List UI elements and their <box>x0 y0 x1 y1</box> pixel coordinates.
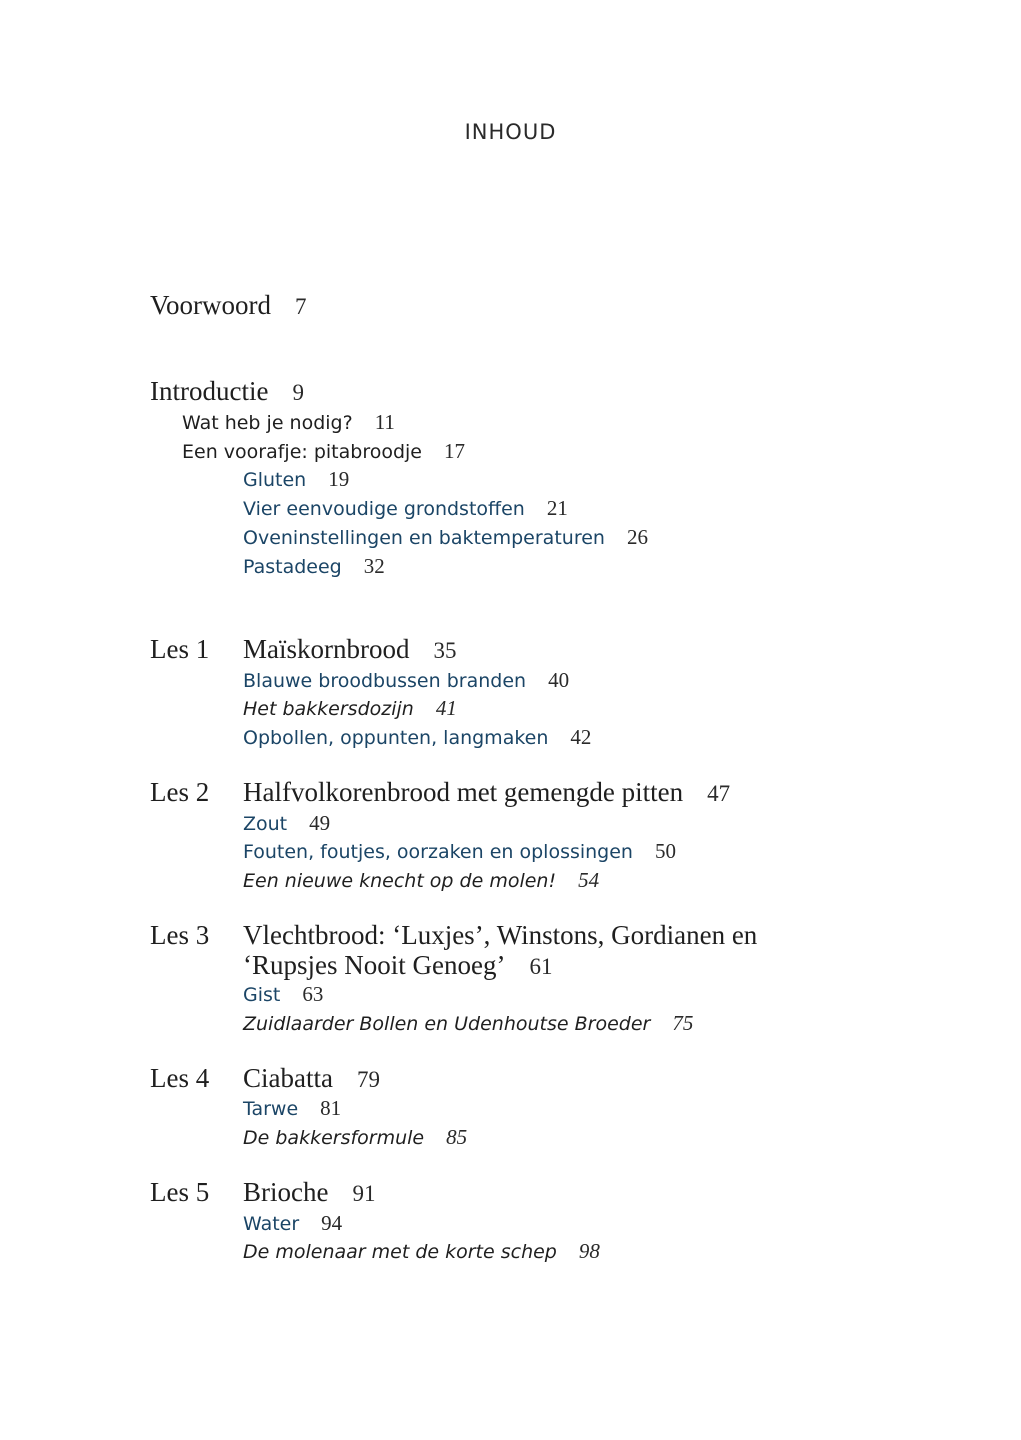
entry-title: Brioche <box>243 1177 329 1207</box>
toc-entry-brioche[interactable] <box>243 1177 375 1208</box>
entry-title: Fouten, foutjes, oorzaken en oplossingen <box>243 841 633 863</box>
toc-entry-introductie[interactable] <box>150 376 304 407</box>
entry-title: Introductie <box>150 376 269 406</box>
page-number: 40 <box>548 668 570 692</box>
page-number: 81 <box>320 1096 342 1120</box>
entry-title: De bakkersformule <box>243 1127 425 1149</box>
entry-title: Water <box>243 1213 300 1235</box>
toc-entry-grondstoffen[interactable] <box>243 496 568 521</box>
entry-title: Het bakkersdozijn <box>243 698 414 720</box>
page-number: 17 <box>444 439 465 463</box>
entry-title: Blauwe broodbussen branden <box>243 670 527 692</box>
toc-entry-halfvolkorenbrood[interactable] <box>243 777 730 808</box>
lesson-label: Les 3 <box>150 920 210 950</box>
entry-title: Ciabatta <box>243 1063 333 1093</box>
page-number: 98 <box>578 1239 600 1263</box>
entry-title: Pastadeeg <box>243 556 342 578</box>
entry-title: Een nieuwe knecht op de molen! <box>243 870 557 892</box>
page-number: 94 <box>321 1211 343 1235</box>
page-number: 50 <box>654 839 676 863</box>
page-number: 91 <box>352 1181 376 1206</box>
toc-entry-vlechtbrood[interactable] <box>243 920 757 951</box>
toc-entry-vlechtbrood-cont[interactable] <box>243 950 552 981</box>
entry-title: Opbollen, oppunten, langmaken <box>243 727 549 749</box>
lesson-label: Les 2 <box>150 777 210 807</box>
page-number: 11 <box>374 410 395 434</box>
page-number: 7 <box>295 294 307 319</box>
page-number: 75 <box>672 1011 694 1035</box>
page-heading: INHOUD <box>464 120 557 144</box>
toc-entry-bakkersformule[interactable] <box>243 1125 467 1150</box>
page-number: 32 <box>363 554 385 578</box>
toc-entry-fouten[interactable] <box>243 839 676 864</box>
entry-title: Zout <box>243 813 288 835</box>
entry-title-line2: ‘Rupsjes Nooit Genoeg’ <box>243 950 506 980</box>
entry-title: Gist <box>243 984 281 1006</box>
lesson-label: Les 4 <box>150 1063 210 1093</box>
page-number: 26 <box>626 525 648 549</box>
entry-title-line1: Vlechtbrood: ‘Luxjes’, Winstons, Gordianen en <box>243 920 758 950</box>
toc-entry-tarwe[interactable] <box>243 1096 341 1121</box>
entry-title: Voorwoord <box>150 290 271 320</box>
toc-entry-gluten[interactable] <box>243 467 349 492</box>
toc-entry-oveninstellingen[interactable] <box>243 525 648 550</box>
toc-entry-gist[interactable] <box>243 982 323 1007</box>
toc-entry-molenaar[interactable] <box>243 1239 600 1264</box>
page-number: 79 <box>356 1067 380 1092</box>
entry-title: Maïskornbrood <box>243 634 410 664</box>
toc-entry-opbollen[interactable] <box>243 725 591 750</box>
toc-entry-nieuwe-knecht[interactable] <box>243 868 599 893</box>
entry-title: Oveninstellingen en baktemperaturen <box>243 527 605 549</box>
toc-entry-maiskornbrood[interactable] <box>243 634 456 665</box>
lesson-label: Les 5 <box>150 1177 210 1207</box>
page-number: 42 <box>570 725 592 749</box>
page-number: 41 <box>435 696 457 720</box>
toc-entry-pastadeeg[interactable] <box>243 554 385 579</box>
lesson-label: Les 1 <box>150 634 210 664</box>
entry-title: Halfvolkorenbrood met gemengde pitten <box>243 777 684 807</box>
entry-title: Zuidlaarder Bollen en Udenhoutse Broeder <box>243 1013 651 1035</box>
page-number: 35 <box>433 638 457 663</box>
page-number: 63 <box>302 982 324 1006</box>
toc-entry-broodbussen[interactable] <box>243 668 569 693</box>
page-number: 85 <box>446 1125 468 1149</box>
page-number: 19 <box>328 467 350 491</box>
page-number: 47 <box>707 781 731 806</box>
entry-title: Een voorafje: pitabroodje <box>182 441 422 463</box>
page-number: 21 <box>546 496 568 520</box>
toc-entry-ciabatta[interactable] <box>243 1063 380 1094</box>
entry-title: De molenaar met de korte schep <box>243 1241 557 1263</box>
toc-entry-wat-heb-je-nodig[interactable] <box>182 410 395 435</box>
page-number: 61 <box>529 954 553 979</box>
page-number: 54 <box>578 868 600 892</box>
toc-entry-pitabroodje[interactable] <box>182 439 465 464</box>
toc-entry-water[interactable] <box>243 1211 342 1236</box>
entry-title: Wat heb je nodig? <box>182 412 353 434</box>
page-number: 9 <box>292 380 304 405</box>
entry-title: Gluten <box>243 469 307 491</box>
toc-entry-zout[interactable] <box>243 811 330 836</box>
entry-title: Vier eenvoudige grondstoffen <box>243 498 525 520</box>
toc-entry-voorwoord[interactable] <box>150 290 307 321</box>
entry-title: Tarwe <box>243 1098 299 1120</box>
page-number: 49 <box>309 811 331 835</box>
toc-entry-zuidlaarder[interactable] <box>243 1011 693 1036</box>
toc-entry-bakkersdozijn[interactable] <box>243 696 457 721</box>
